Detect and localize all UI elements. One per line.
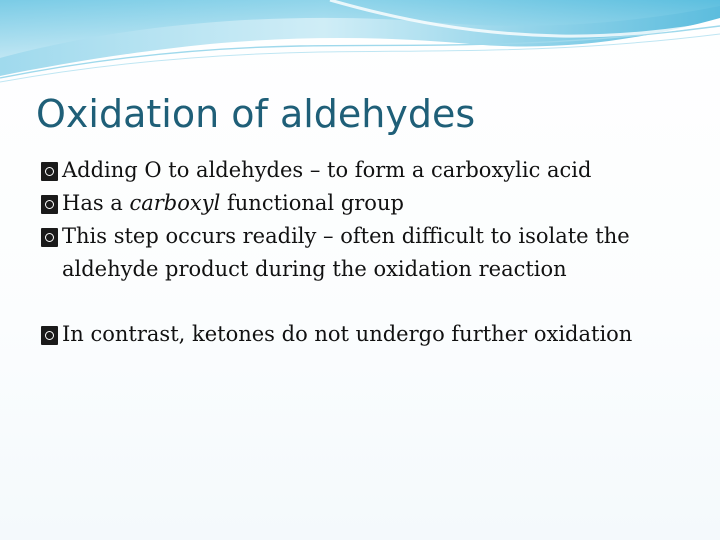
bullet-text: This step occurs readily – often difficult to isolate the aldehyde product during the oxidation reaction xyxy=(62,224,630,281)
wave-header-decoration xyxy=(0,0,720,90)
bullet-text xyxy=(62,187,690,220)
bullet-list xyxy=(40,154,690,351)
bullet-marker-icon xyxy=(40,318,62,351)
bullet-item xyxy=(40,154,690,187)
bullet-marker-icon xyxy=(40,187,62,220)
bullet-item xyxy=(40,220,690,286)
bullet-item xyxy=(40,318,690,351)
bullet-marker-icon xyxy=(40,154,62,187)
bullet-marker-icon xyxy=(40,220,62,253)
bullet-item xyxy=(40,187,690,220)
slide-title: Oxidation of aldehydes xyxy=(36,92,476,136)
bullet-text: Adding O to aldehydes – to form a carboxylic acid xyxy=(62,158,592,182)
bullet-text: In contrast, ketones do not undergo further oxidation xyxy=(62,322,633,346)
bullet-text-after: functional group xyxy=(220,191,404,215)
bullet-text-before: Has a xyxy=(62,191,130,215)
bullet-emphasis: carboxyl xyxy=(129,191,221,215)
